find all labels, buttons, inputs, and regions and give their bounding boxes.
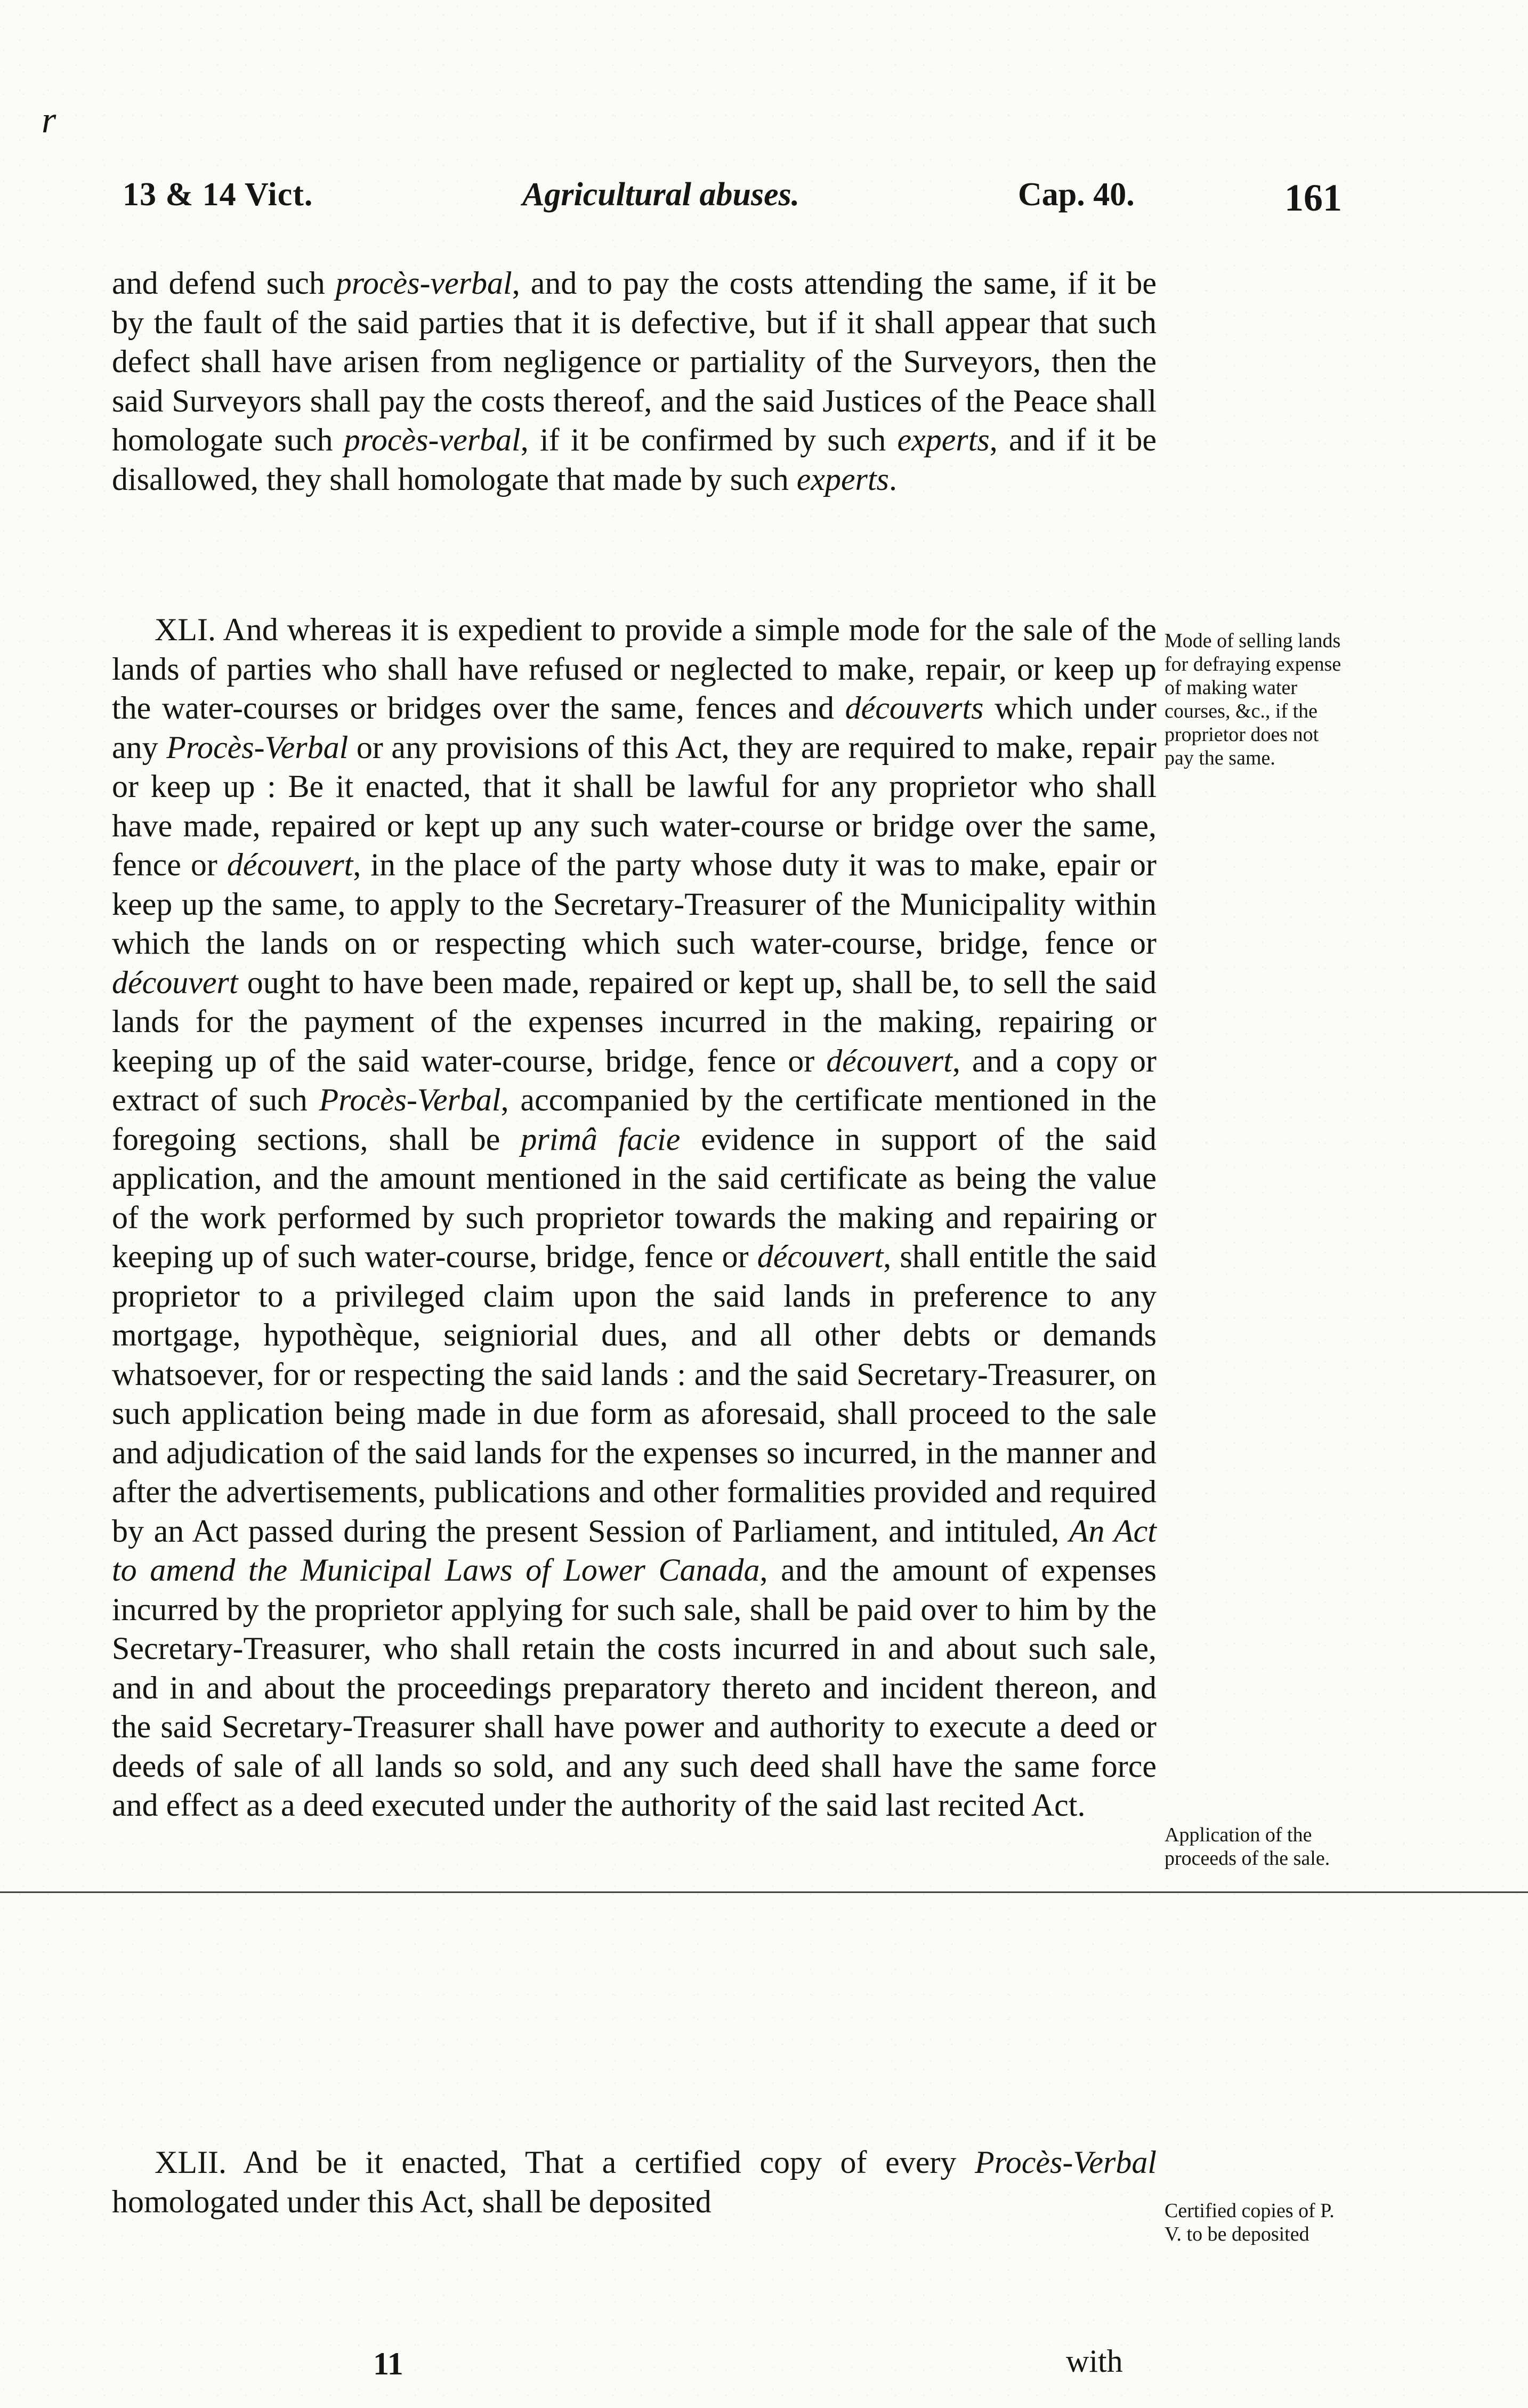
section-42 (112, 2143, 1157, 2221)
header-chapter: Cap. 40. (1018, 176, 1135, 213)
section-41 (112, 610, 1157, 1825)
header-title: Agricultural abuses. (522, 176, 800, 213)
header-regnal-year: 13 & 14 Vict. (123, 176, 313, 213)
section-41-text: XLI. And whereas it is expedient to provide a simple mode for the sale of the lands of parties who shall have refused or neglected to make, repair, or keep up the water-courses or bridges over the same, fences and découverts which under any Procès-Verbal or any provisions of this Act, they are required to make, repair or keep up : Be it enacted, that it shall be lawful for any proprietor who shall have made, repaired or kept up any such water-course or bridge over the same, fence or découvert, in the place of the party whose duty it was to make, epair or keep up the same, to apply to the Secretary-Treasurer of the Municipality within which the lands on or respecting which such water-course, bridge, fence or découvert ought to have been made, repaired or kept up, shall be, to sell the said lands for the payment of the expenses incurred in the making, repairing or keeping up of the said water-course, bridge, fence or découvert, and a copy or extract of such Procès-Verbal, accompanied by the certificate mentioned in the foregoing sections, shall be primâ facie evidence in support of the said application, and the amount mentioned in the said certificate as being the value of the work performed by such proprietor towards the making and repairing or keeping up of such water-course, bridge, fence or découvert, shall entitle the said proprietor to a privileged claim upon the said lands in preference to any mortgage, hypothèque, seigniorial dues, and all other debts or demands whatsoever, for or respecting the said lands : and the said Secretary-Treasurer, on such application being made in due form as aforesaid, shall proceed to the sale and adjudication of the said lands for the expenses so incurred, in the manner and after the advertisements, publications and other formalities provided and required by an Act passed during the present Session of Parliament, and intituled, An Act to amend the Municipal Laws of Lower Canada, and the amount of expenses incurred by the proprietor applying for such sale, shall be paid over to him by the Secretary-Treasurer, who shall retain the costs incurred in and about such sale, and in and about the proceedings preparatory thereto and incident thereon, and the said Secretary-Treasurer shall have power and authority to execute a deed or deeds of sale of all lands so sold, and any such deed shall have the same force and effect as a deed executed under the authority of the said last recited Act. (112, 612, 1157, 1823)
stray-ink-mark: r (42, 100, 56, 141)
margin-note-mode-of-selling: Mode of selling lands for defraying expense of making water courses, &c., if the proprietor does not pay the same. (1165, 630, 1341, 769)
horizontal-scan-line (0, 1891, 1528, 1893)
margin-note-application-of-proceeds: Application of the proceeds of the sale. (1165, 1824, 1330, 1870)
running-header (123, 176, 1348, 235)
paragraph-continuation (112, 264, 1157, 499)
margin-note-certified-copies: Certified copies of P. V. to be deposited (1165, 2200, 1335, 2245)
catchword: with (1066, 2343, 1123, 2379)
page-number: 161 (1284, 176, 1342, 219)
signature-mark: 11 (373, 2346, 403, 2381)
paragraph-text: and defend such procès-verbal, and to pay the costs attending the same, if it be by the fault of the said parties that it is defective, but if it shall appear that such defect shall have arisen from negligence or partiality of the Surveyors, then the said Surveyors shall pay the costs thereof, and the said Justices of the Peace shall homologate such procès-verbal, if it be confirmed by such experts, and if it be disallowed, they shall homologate that made by such experts. (112, 265, 1157, 497)
section-42-text: XLII. And be it enacted, That a certified copy of every Procès-Verbal homologated under this Act, shall be deposited (112, 2145, 1157, 2219)
